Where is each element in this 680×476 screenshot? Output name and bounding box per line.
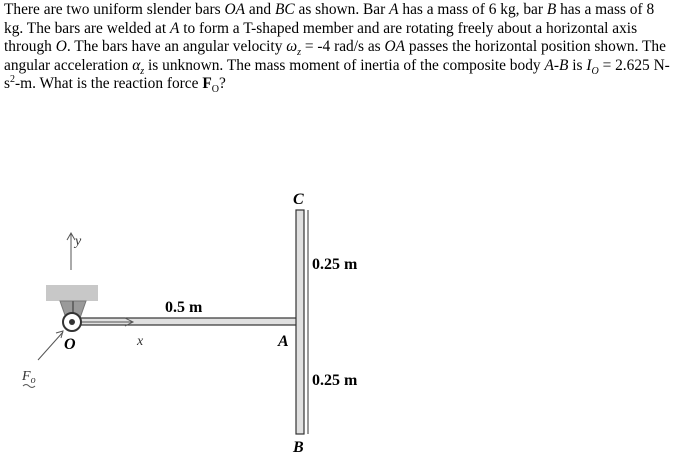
bar-bc bbox=[296, 210, 304, 434]
text: OA bbox=[384, 38, 406, 56]
label-o: O bbox=[64, 336, 76, 353]
text: has a mass of 8 kg. The bars are welded at bbox=[4, 1, 655, 37]
force-arrow bbox=[38, 332, 63, 360]
label-a: A bbox=[278, 333, 289, 350]
text: A-B bbox=[544, 56, 569, 74]
text: as shown. Bar bbox=[294, 1, 390, 18]
text: . The bars have an angular velocity bbox=[66, 38, 287, 56]
text: B bbox=[546, 1, 557, 18]
dim-label-ab: 0.25 m bbox=[312, 372, 358, 389]
text: BC bbox=[274, 1, 295, 18]
label-b: B bbox=[293, 439, 304, 456]
text: ? bbox=[218, 75, 226, 93]
text: A bbox=[169, 19, 180, 37]
force-arrowhead bbox=[56, 331, 63, 338]
hand-f-sub: o bbox=[30, 375, 36, 386]
text: has a mass of 6 kg, bar bbox=[398, 1, 547, 18]
omega-symbol: ω bbox=[286, 38, 298, 56]
text: is unknown. The mass moment of inertia of the composite body bbox=[144, 56, 545, 74]
hand-label-f bbox=[21, 369, 36, 386]
subscript: z bbox=[297, 47, 302, 59]
subscript: O bbox=[591, 65, 599, 77]
text: = -4 rad/s as bbox=[301, 38, 385, 56]
hand-label-y: y bbox=[75, 234, 82, 249]
text: OA bbox=[224, 1, 246, 18]
superscript: 2 bbox=[10, 74, 15, 86]
label-c: C bbox=[293, 191, 304, 208]
hand-label-x: x bbox=[137, 334, 144, 349]
text: = 2.625 N-s bbox=[4, 56, 670, 93]
text: There are two uniform slender bars bbox=[4, 1, 225, 18]
text: O bbox=[55, 38, 67, 56]
text: to form a T-shaped member and are rotating freely about a horizontal axis through bbox=[4, 19, 638, 56]
text: -m. What is the reaction force bbox=[15, 75, 203, 93]
text: I bbox=[586, 56, 592, 74]
dim-label-ac: 0.25 m bbox=[312, 256, 358, 273]
dim-label-oa: 0.5 m bbox=[165, 299, 203, 316]
force-symbol: F bbox=[202, 75, 212, 93]
pin-inner bbox=[69, 319, 75, 325]
text: passes the horizontal position shown. The angular acceleration bbox=[4, 38, 666, 74]
support-base bbox=[46, 285, 98, 301]
subscript: O bbox=[211, 84, 219, 96]
text: and bbox=[245, 1, 275, 18]
alpha-symbol: α bbox=[132, 56, 141, 74]
text: is bbox=[568, 56, 587, 74]
text: A bbox=[389, 1, 399, 18]
hand-f: F bbox=[22, 369, 31, 384]
subscript: z bbox=[140, 65, 145, 77]
